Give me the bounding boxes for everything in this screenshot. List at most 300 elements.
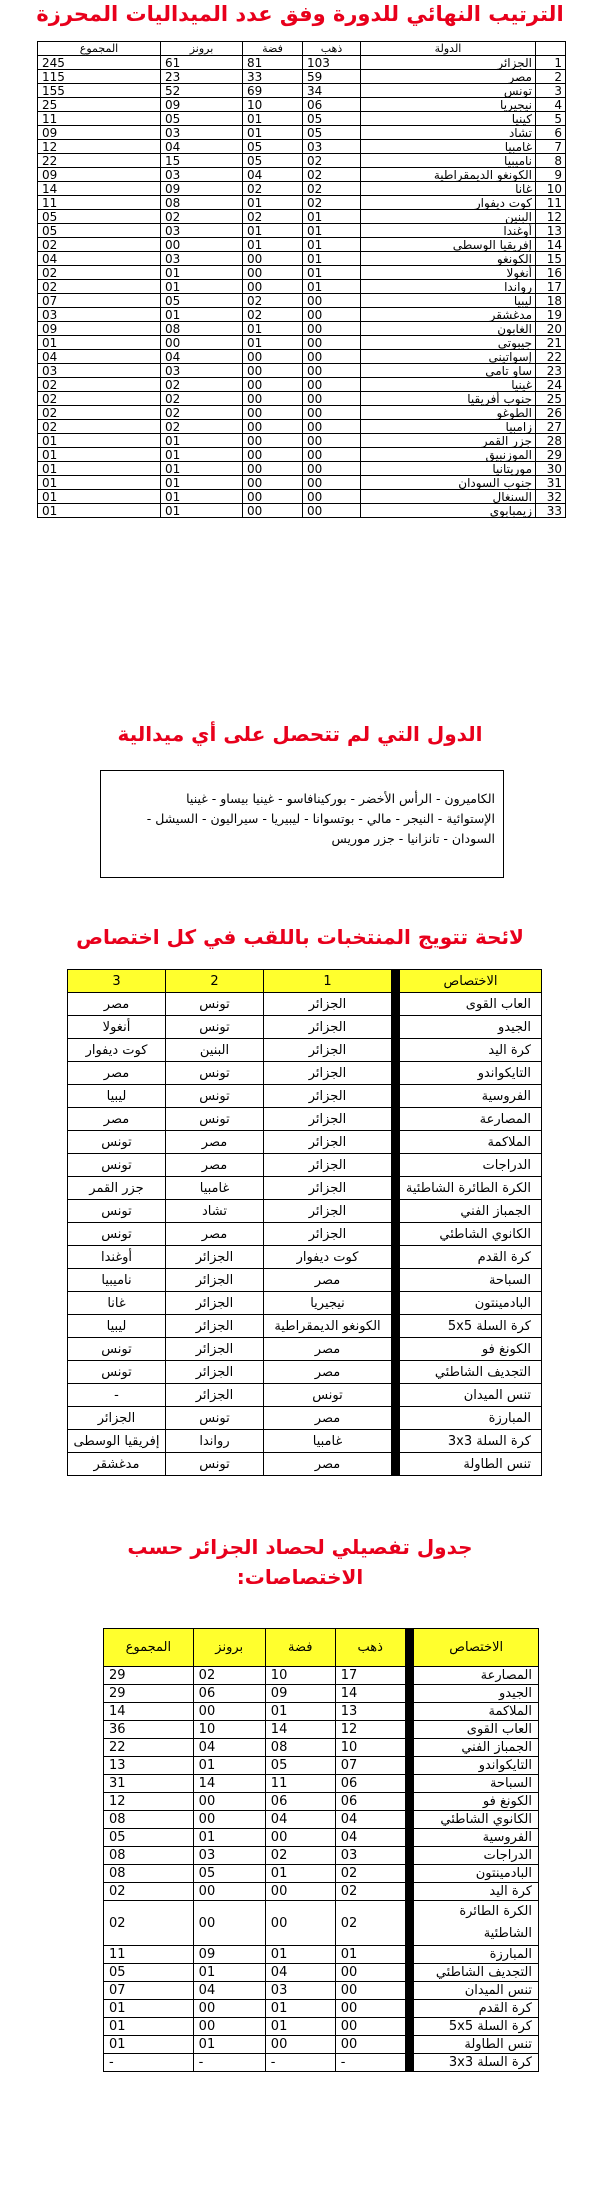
rank-cell: 27 bbox=[536, 420, 566, 434]
discipline-cell: الجمباز الفني bbox=[414, 1739, 539, 1757]
total-cell: 09 bbox=[38, 322, 161, 336]
winners-row bbox=[68, 1039, 542, 1062]
silver-cell: 00 bbox=[243, 476, 303, 490]
discipline-cell: الجيدو bbox=[400, 1016, 542, 1039]
silver-cell: 01 bbox=[243, 224, 303, 238]
discipline-cell: الفروسية bbox=[400, 1085, 542, 1108]
ranking-row bbox=[38, 504, 566, 518]
bronze-cell: - bbox=[193, 2054, 265, 2072]
silver-cell: 14 bbox=[265, 1721, 335, 1739]
country-cell: غانا bbox=[361, 182, 536, 196]
discipline-cell: الجمباز الفني bbox=[400, 1200, 542, 1223]
discipline-cell: السباحة bbox=[400, 1269, 542, 1292]
bronze-cell: 03 bbox=[161, 364, 243, 378]
gold-cell: 01 bbox=[303, 238, 361, 252]
rank-cell: 1 bbox=[536, 56, 566, 70]
third-place-cell: مصر bbox=[68, 1108, 166, 1131]
separator-bar bbox=[405, 1775, 414, 1793]
gold-cell: 00 bbox=[335, 1982, 405, 2000]
discipline-cell: التايكواندو bbox=[414, 1757, 539, 1775]
separator-bar bbox=[392, 970, 400, 993]
silver-cell: 00 bbox=[243, 448, 303, 462]
gold-cell: 13 bbox=[335, 1703, 405, 1721]
country-cell: السنغال bbox=[361, 490, 536, 504]
separator-bar bbox=[405, 1829, 414, 1847]
ranking-row bbox=[38, 336, 566, 350]
bronze-cell: 01 bbox=[161, 504, 243, 518]
rank-cell: 7 bbox=[536, 140, 566, 154]
gold-cell: 00 bbox=[303, 378, 361, 392]
discipline-cell: الجيدو bbox=[414, 1685, 539, 1703]
ranking-row bbox=[38, 490, 566, 504]
ranking-row bbox=[38, 406, 566, 420]
gold-cell: 01 bbox=[303, 224, 361, 238]
country-cell: رواندا bbox=[361, 280, 536, 294]
total-cell: 01 bbox=[104, 2036, 194, 2054]
separator-bar bbox=[392, 1246, 400, 1269]
gold-cell: 01 bbox=[303, 280, 361, 294]
header-discipline: الاختصاص bbox=[400, 970, 542, 993]
gold-cell: 00 bbox=[335, 2018, 405, 2036]
gold-cell: 00 bbox=[303, 350, 361, 364]
total-cell: 11 bbox=[38, 196, 161, 210]
discipline-cell: الملاكمة bbox=[414, 1703, 539, 1721]
first-place-cell: مصر bbox=[264, 1269, 392, 1292]
separator-bar bbox=[392, 1131, 400, 1154]
discipline-cell: تنس الطاولة bbox=[400, 1453, 542, 1476]
first-place-cell: الجزائر bbox=[264, 1177, 392, 1200]
separator-bar bbox=[405, 2054, 414, 2072]
bronze-cell: 01 bbox=[161, 434, 243, 448]
gold-cell: 00 bbox=[303, 294, 361, 308]
country-cell: البنين bbox=[361, 210, 536, 224]
total-cell: 01 bbox=[38, 336, 161, 350]
first-place-cell: الجزائر bbox=[264, 1154, 392, 1177]
bronze-cell: 02 bbox=[193, 1667, 265, 1685]
separator-bar bbox=[392, 1292, 400, 1315]
bronze-cell: 02 bbox=[161, 420, 243, 434]
discipline-cell: كرة السلة 5x5 bbox=[414, 2018, 539, 2036]
first-place-cell: الجزائر bbox=[264, 1200, 392, 1223]
gold-cell: 00 bbox=[303, 364, 361, 378]
header-country: الدولة bbox=[361, 42, 536, 56]
winners-row bbox=[68, 993, 542, 1016]
separator-bar bbox=[405, 1946, 414, 1964]
gold-cell: 02 bbox=[335, 1865, 405, 1883]
silver-cell: 10 bbox=[243, 98, 303, 112]
silver-cell: 04 bbox=[265, 1964, 335, 1982]
silver-cell: 05 bbox=[243, 154, 303, 168]
silver-cell: 69 bbox=[243, 84, 303, 98]
ranking-row bbox=[38, 70, 566, 84]
rank-cell: 12 bbox=[536, 210, 566, 224]
winners-row bbox=[68, 1453, 542, 1476]
country-cell: جنوب أفريقيا bbox=[361, 392, 536, 406]
gold-cell: 04 bbox=[335, 1829, 405, 1847]
silver-cell: 08 bbox=[265, 1739, 335, 1757]
total-cell: 01 bbox=[38, 490, 161, 504]
bronze-cell: 00 bbox=[161, 238, 243, 252]
bronze-cell: 01 bbox=[193, 1964, 265, 1982]
algeria-title-line2: الاختصاصات: bbox=[236, 1565, 364, 1589]
first-place-cell: الجزائر bbox=[264, 993, 392, 1016]
rank-cell: 22 bbox=[536, 350, 566, 364]
total-cell: 03 bbox=[38, 364, 161, 378]
discipline-cell: الفروسية bbox=[414, 1829, 539, 1847]
ranking-row bbox=[38, 140, 566, 154]
bronze-cell: 08 bbox=[161, 322, 243, 336]
silver-cell: 00 bbox=[243, 280, 303, 294]
silver-cell: 05 bbox=[265, 1757, 335, 1775]
discipline-cell: العاب القوى bbox=[414, 1721, 539, 1739]
bronze-cell: 02 bbox=[161, 378, 243, 392]
bronze-cell: 14 bbox=[193, 1775, 265, 1793]
winners-row bbox=[68, 1430, 542, 1453]
silver-cell: 00 bbox=[243, 504, 303, 518]
header-silver: فضة bbox=[243, 42, 303, 56]
rank-cell: 24 bbox=[536, 378, 566, 392]
second-place-cell: تونس bbox=[166, 1108, 264, 1131]
gold-cell: 00 bbox=[303, 322, 361, 336]
discipline-cell: التجديف الشاطئي bbox=[400, 1361, 542, 1384]
separator-bar bbox=[392, 1177, 400, 1200]
bronze-cell: 05 bbox=[161, 112, 243, 126]
algeria-row bbox=[104, 1901, 539, 1946]
total-cell: 01 bbox=[38, 434, 161, 448]
algeria-row bbox=[104, 1865, 539, 1883]
winners-row bbox=[68, 1085, 542, 1108]
total-cell: 08 bbox=[104, 1847, 194, 1865]
first-place-cell: مصر bbox=[264, 1338, 392, 1361]
second-place-cell: الجزائر bbox=[166, 1292, 264, 1315]
silver-cell: - bbox=[265, 2054, 335, 2072]
bronze-cell: 09 bbox=[161, 98, 243, 112]
gold-cell: 34 bbox=[303, 84, 361, 98]
third-place-cell: الجزائر bbox=[68, 1407, 166, 1430]
country-cell: أوغندا bbox=[361, 224, 536, 238]
separator-bar bbox=[392, 1108, 400, 1131]
header-silver: فضة bbox=[265, 1629, 335, 1667]
country-cell: ساو تامي bbox=[361, 364, 536, 378]
silver-cell: 01 bbox=[243, 322, 303, 336]
gold-cell: 00 bbox=[303, 490, 361, 504]
silver-cell: 00 bbox=[243, 420, 303, 434]
ranking-row bbox=[38, 266, 566, 280]
country-cell: كوت ديفوار bbox=[361, 196, 536, 210]
separator-bar bbox=[392, 1154, 400, 1177]
ranking-row bbox=[38, 224, 566, 238]
total-cell: 05 bbox=[104, 1964, 194, 1982]
bronze-cell: 10 bbox=[193, 1721, 265, 1739]
silver-cell: 01 bbox=[265, 1703, 335, 1721]
silver-cell: 03 bbox=[265, 1982, 335, 2000]
silver-cell: 81 bbox=[243, 56, 303, 70]
ranking-row bbox=[38, 364, 566, 378]
discipline-cell: الدراجات bbox=[414, 1847, 539, 1865]
total-cell: 03 bbox=[38, 308, 161, 322]
bronze-cell: 00 bbox=[161, 336, 243, 350]
header-total: المجموع bbox=[38, 42, 161, 56]
third-place-cell: تونس bbox=[68, 1154, 166, 1177]
total-cell: 05 bbox=[38, 224, 161, 238]
algeria-row bbox=[104, 1667, 539, 1685]
total-cell: 09 bbox=[38, 168, 161, 182]
header-rank bbox=[536, 42, 566, 56]
gold-cell: 02 bbox=[303, 154, 361, 168]
country-cell: تونس bbox=[361, 84, 536, 98]
rank-cell: 18 bbox=[536, 294, 566, 308]
total-cell: 155 bbox=[38, 84, 161, 98]
first-place-cell: نيجيريا bbox=[264, 1292, 392, 1315]
gold-cell: 07 bbox=[335, 1757, 405, 1775]
ranking-row bbox=[38, 126, 566, 140]
ranking-row bbox=[38, 154, 566, 168]
gold-cell: 00 bbox=[303, 434, 361, 448]
second-place-cell: الجزائر bbox=[166, 1338, 264, 1361]
bronze-cell: 01 bbox=[161, 280, 243, 294]
separator-bar bbox=[392, 1430, 400, 1453]
ranking-header-row bbox=[38, 42, 566, 56]
total-cell: 36 bbox=[104, 1721, 194, 1739]
winners-row bbox=[68, 1269, 542, 1292]
rank-cell: 21 bbox=[536, 336, 566, 350]
gold-cell: 02 bbox=[303, 182, 361, 196]
winners-row bbox=[68, 1062, 542, 1085]
total-cell: 01 bbox=[104, 2000, 194, 2018]
silver-cell: 00 bbox=[243, 406, 303, 420]
discipline-cell: كرة اليد bbox=[414, 1883, 539, 1901]
no-medal-list bbox=[100, 770, 504, 878]
discipline-cell: تنس الطاولة bbox=[414, 2036, 539, 2054]
separator-bar bbox=[405, 2036, 414, 2054]
first-place-cell: الجزائر bbox=[264, 1223, 392, 1246]
country-cell: جنوب السودان bbox=[361, 476, 536, 490]
separator-bar bbox=[392, 1062, 400, 1085]
total-cell: 02 bbox=[38, 392, 161, 406]
gold-cell: 00 bbox=[303, 392, 361, 406]
total-cell: 02 bbox=[38, 238, 161, 252]
bronze-cell: 03 bbox=[161, 126, 243, 140]
total-cell: 01 bbox=[38, 504, 161, 518]
bronze-cell: 00 bbox=[193, 2000, 265, 2018]
ranking-row bbox=[38, 210, 566, 224]
bronze-cell: 01 bbox=[161, 448, 243, 462]
country-cell: إسواتيني bbox=[361, 350, 536, 364]
winners-row bbox=[68, 1315, 542, 1338]
ranking-row bbox=[38, 448, 566, 462]
silver-cell: 01 bbox=[243, 126, 303, 140]
separator-bar bbox=[392, 993, 400, 1016]
third-place-cell: - bbox=[68, 1384, 166, 1407]
total-cell: 22 bbox=[104, 1739, 194, 1757]
bronze-cell: 01 bbox=[161, 490, 243, 504]
silver-cell: 00 bbox=[265, 1901, 335, 1946]
rank-cell: 15 bbox=[536, 252, 566, 266]
rank-cell: 9 bbox=[536, 168, 566, 182]
separator-bar bbox=[405, 1685, 414, 1703]
silver-cell: 05 bbox=[243, 140, 303, 154]
discipline-cell: المبارزة bbox=[400, 1407, 542, 1430]
country-cell: مدغشقر bbox=[361, 308, 536, 322]
separator-bar bbox=[405, 1982, 414, 2000]
winners-row bbox=[68, 1246, 542, 1269]
winners-row bbox=[68, 1177, 542, 1200]
bronze-cell: 08 bbox=[161, 196, 243, 210]
country-cell: زامبيا bbox=[361, 420, 536, 434]
separator-bar bbox=[392, 1384, 400, 1407]
ranking-title: الترتيب النهائي للدورة وفق عدد الميداليات المحرزة bbox=[36, 2, 564, 26]
gold-cell: 00 bbox=[303, 336, 361, 350]
algeria-row bbox=[104, 1739, 539, 1757]
algeria-title-line1: جدول تفصيلي لحصاد الجزائر حسب bbox=[127, 1535, 473, 1559]
bronze-cell: 00 bbox=[193, 1901, 265, 1946]
silver-cell: 00 bbox=[243, 378, 303, 392]
total-cell: 02 bbox=[38, 266, 161, 280]
gold-cell: 103 bbox=[303, 56, 361, 70]
ranking-row bbox=[38, 462, 566, 476]
silver-cell: 01 bbox=[265, 1865, 335, 1883]
separator-bar bbox=[392, 1338, 400, 1361]
winners-row bbox=[68, 1384, 542, 1407]
gold-cell: 00 bbox=[335, 1964, 405, 1982]
separator-bar bbox=[392, 1200, 400, 1223]
rank-cell: 14 bbox=[536, 238, 566, 252]
total-cell: 13 bbox=[104, 1757, 194, 1775]
total-cell: 08 bbox=[104, 1811, 194, 1829]
bronze-cell: 01 bbox=[193, 1829, 265, 1847]
third-place-cell: غانا bbox=[68, 1292, 166, 1315]
gold-cell: 01 bbox=[303, 210, 361, 224]
rank-cell: 26 bbox=[536, 406, 566, 420]
discipline-cell: الدراجات bbox=[400, 1154, 542, 1177]
country-cell: الموزنبيق bbox=[361, 448, 536, 462]
gold-cell: - bbox=[335, 2054, 405, 2072]
bronze-cell: 03 bbox=[161, 252, 243, 266]
total-cell: 01 bbox=[38, 476, 161, 490]
gold-cell: 00 bbox=[335, 2000, 405, 2018]
discipline-cell: كرة القدم bbox=[414, 2000, 539, 2018]
discipline-cell: الملاكمة bbox=[400, 1131, 542, 1154]
rank-cell: 13 bbox=[536, 224, 566, 238]
bronze-cell: 02 bbox=[161, 406, 243, 420]
separator-bar bbox=[392, 1361, 400, 1384]
silver-cell: 01 bbox=[243, 112, 303, 126]
country-cell: الطوغو bbox=[361, 406, 536, 420]
silver-cell: 06 bbox=[265, 1793, 335, 1811]
rank-cell: 6 bbox=[536, 126, 566, 140]
gold-cell: 17 bbox=[335, 1667, 405, 1685]
discipline-cell: التايكواندو bbox=[400, 1062, 542, 1085]
total-cell: 02 bbox=[38, 280, 161, 294]
bronze-cell: 04 bbox=[193, 1739, 265, 1757]
rank-cell: 29 bbox=[536, 448, 566, 462]
country-cell: الكونغو bbox=[361, 252, 536, 266]
bronze-cell: 01 bbox=[161, 462, 243, 476]
separator-bar bbox=[405, 1629, 414, 1667]
bronze-cell: 00 bbox=[193, 1703, 265, 1721]
total-cell: 08 bbox=[104, 1865, 194, 1883]
winners-row bbox=[68, 1407, 542, 1430]
silver-cell: 00 bbox=[243, 434, 303, 448]
algeria-row bbox=[104, 2018, 539, 2036]
discipline-cell: تنس الميدان bbox=[414, 1982, 539, 2000]
discipline-cell: تنس الميدان bbox=[400, 1384, 542, 1407]
winners-row bbox=[68, 1292, 542, 1315]
algeria-row bbox=[104, 2054, 539, 2072]
separator-bar bbox=[405, 2018, 414, 2036]
ranking-row bbox=[38, 168, 566, 182]
separator-bar bbox=[392, 1223, 400, 1246]
second-place-cell: الجزائر bbox=[166, 1246, 264, 1269]
gold-cell: 12 bbox=[335, 1721, 405, 1739]
third-place-cell: تونس bbox=[68, 1338, 166, 1361]
ranking-row bbox=[38, 420, 566, 434]
total-cell: 05 bbox=[38, 210, 161, 224]
total-cell: 02 bbox=[104, 1901, 194, 1946]
algeria-row bbox=[104, 1982, 539, 2000]
algeria-row bbox=[104, 1964, 539, 1982]
country-cell: ناميبيا bbox=[361, 154, 536, 168]
bronze-cell: 02 bbox=[161, 210, 243, 224]
algeria-row bbox=[104, 1883, 539, 1901]
silver-cell: 01 bbox=[265, 1946, 335, 1964]
gold-cell: 02 bbox=[303, 196, 361, 210]
silver-cell: 04 bbox=[243, 168, 303, 182]
country-cell: كينيا bbox=[361, 112, 536, 126]
rank-cell: 8 bbox=[536, 154, 566, 168]
no-medal-line: الكاميرون - الرأس الأخضر - بوركينافاسو - غينيا بيساو - غينيا bbox=[186, 791, 495, 806]
ranking-row bbox=[38, 252, 566, 266]
algeria-row bbox=[104, 1703, 539, 1721]
first-place-cell: الكونغو الديمقراطية bbox=[264, 1315, 392, 1338]
first-place-cell: الجزائر bbox=[264, 1016, 392, 1039]
country-cell: الجزائر bbox=[361, 56, 536, 70]
third-place-cell: مدغشقر bbox=[68, 1453, 166, 1476]
header-total: المجموع bbox=[104, 1629, 194, 1667]
header-third: 3 bbox=[68, 970, 166, 993]
total-cell: 14 bbox=[38, 182, 161, 196]
rank-cell: 28 bbox=[536, 434, 566, 448]
rank-cell: 4 bbox=[536, 98, 566, 112]
country-cell: ليبيا bbox=[361, 294, 536, 308]
winners-title: لائحة تتويج المنتخبات باللقب في كل اختصاص bbox=[76, 925, 524, 949]
third-place-cell: مصر bbox=[68, 1062, 166, 1085]
total-cell: 12 bbox=[38, 140, 161, 154]
separator-bar bbox=[392, 1016, 400, 1039]
separator-bar bbox=[405, 1847, 414, 1865]
gold-cell: 03 bbox=[303, 140, 361, 154]
second-place-cell: تونس bbox=[166, 993, 264, 1016]
total-cell: 02 bbox=[38, 378, 161, 392]
separator-bar bbox=[405, 1811, 414, 1829]
first-place-cell: مصر bbox=[264, 1453, 392, 1476]
silver-cell: 00 bbox=[243, 392, 303, 406]
total-cell: 14 bbox=[104, 1703, 194, 1721]
second-place-cell: الجزائر bbox=[166, 1269, 264, 1292]
bronze-cell: 04 bbox=[161, 140, 243, 154]
winners-row bbox=[68, 1016, 542, 1039]
silver-cell: 00 bbox=[265, 1829, 335, 1847]
discipline-cell: المصارعة bbox=[400, 1108, 542, 1131]
bronze-cell: 01 bbox=[161, 308, 243, 322]
discipline-cell: التجديف الشاطئي bbox=[414, 1964, 539, 1982]
second-place-cell: مصر bbox=[166, 1154, 264, 1177]
second-place-cell: تونس bbox=[166, 1016, 264, 1039]
silver-cell: 00 bbox=[265, 2036, 335, 2054]
total-cell: 02 bbox=[104, 1883, 194, 1901]
separator-bar bbox=[405, 1667, 414, 1685]
country-cell: الغابون bbox=[361, 322, 536, 336]
